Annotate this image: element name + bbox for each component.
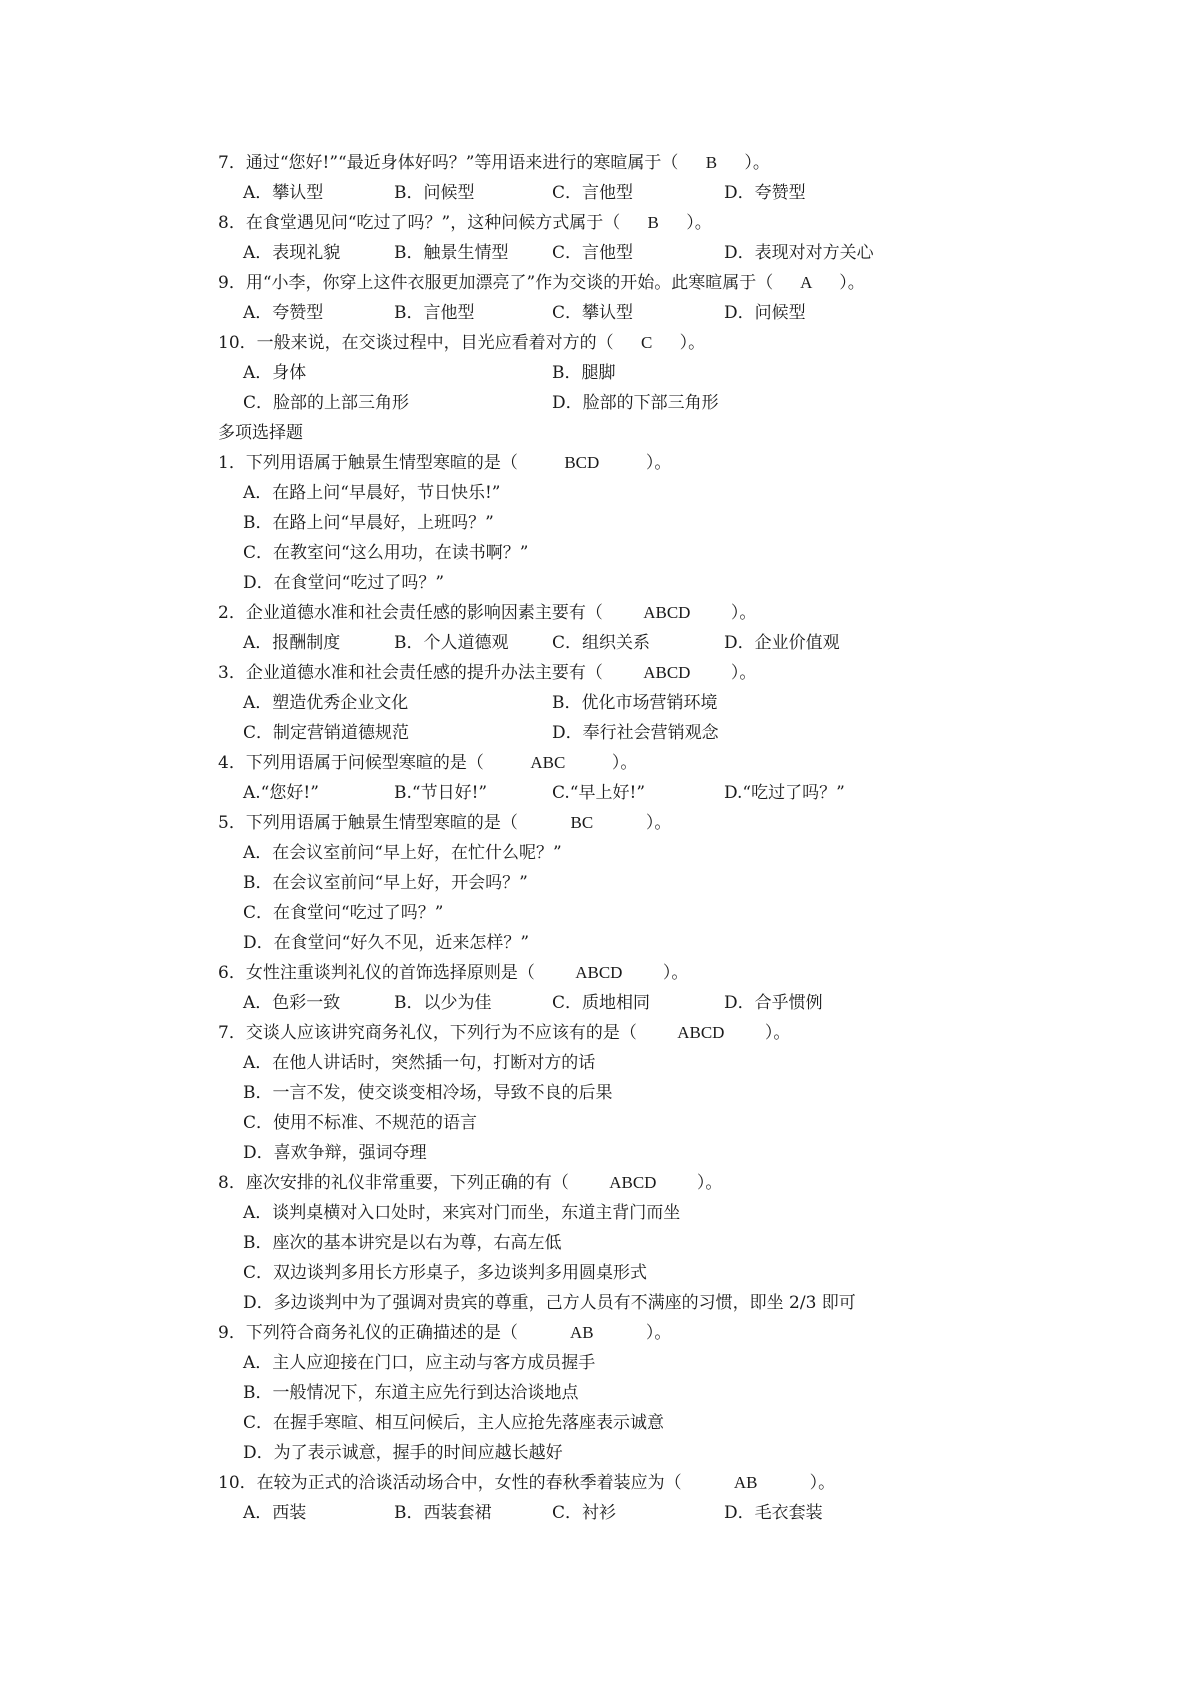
option-b: B.“节日好!” (394, 783, 488, 803)
option-a: A．身体 (243, 363, 307, 383)
option-d: D．为了表示诚意，握手的时间应越长越好 (243, 1443, 563, 1463)
question-single-10 (218, 328, 958, 418)
options-row (218, 988, 958, 1018)
question-close: ）。 (662, 963, 689, 983)
option-c: C．衬衫 (552, 1503, 617, 1523)
question-multi-9 (218, 1318, 958, 1468)
options-row (218, 628, 958, 658)
answer-text: C (640, 333, 653, 352)
question-close: ）。 (686, 213, 712, 233)
options-row (218, 358, 958, 388)
option-b: B．西装套裙 (394, 1503, 492, 1523)
question-stem (218, 658, 958, 688)
answer-text: A (800, 273, 813, 292)
question-text: 5．下列用语属于触景生情型寒暄的是（ (218, 813, 518, 833)
option-a: A．在他人讲话时，突然插一句，打断对方的话 (243, 1053, 596, 1073)
option-b: B．一般情况下，东道主应先行到达洽谈地点 (243, 1383, 579, 1403)
question-text: 10．在较为正式的洽谈活动场合中，女性的春秋季着装应为（ (218, 1473, 682, 1493)
option-d: D．企业价值观 (724, 633, 840, 653)
option-b: B．优化市场营销环境 (552, 693, 718, 713)
question-stem (218, 1168, 958, 1198)
option-c: C．在教室问“这么用功，在读书啊？” (243, 543, 529, 563)
option-d: D．喜欢争辩，强词夺理 (243, 1143, 427, 1163)
options-row (218, 388, 958, 418)
option-a: A．表现礼貌 (243, 243, 341, 263)
option-c: C．言他型 (552, 183, 634, 203)
option-c: C．在握手寒暄、相互问候后，主人应抢先落座表示诚意 (243, 1413, 665, 1433)
question-multi-3 (218, 658, 958, 748)
option-a: A．主人应迎接在门口，应主动与客方成员握手 (243, 1353, 596, 1373)
question-stem (218, 328, 958, 358)
option-b: B．以少为佳 (394, 993, 492, 1013)
question-multi-1 (218, 448, 958, 598)
answer-text: ABCD (643, 603, 691, 622)
question-multi-7 (218, 1018, 958, 1168)
option-c: C．质地相同 (552, 993, 651, 1013)
question-multi-10 (218, 1468, 958, 1528)
option-c: C.“早上好!” (552, 783, 646, 803)
question-text: 7．通过“您好!”“最近身体好吗？”等用语来进行的寒暄属于（ (218, 153, 679, 173)
question-text: 7．交谈人应该讲究商务礼仪，下列行为不应该有的是（ (218, 1023, 637, 1043)
options-row (218, 298, 958, 328)
question-text: 6．女性注重谈判礼仪的首饰选择原则是（ (218, 963, 535, 983)
option-b: B．问候型 (394, 183, 475, 203)
question-close: ）。 (679, 333, 706, 353)
option-d: D．脸部的下部三角形 (552, 393, 719, 413)
question-stem (218, 1018, 958, 1048)
question-close: ）。 (839, 273, 865, 293)
question-stem (218, 448, 958, 478)
option-b: B．一言不发，使交谈变相冷场，导致不良的后果 (243, 1083, 613, 1103)
question-text: 8．座次安排的礼仪非常重要，下列正确的有（ (218, 1173, 569, 1193)
question-close: ）。 (696, 1173, 723, 1193)
answer-text: BC (570, 813, 594, 832)
option-b: B．在路上问“早晨好，上班吗？” (243, 513, 494, 533)
option-c: C．组织关系 (552, 633, 651, 653)
question-close: ）。 (645, 453, 672, 473)
question-text: 8．在食堂遇见问“吃过了吗？”，这种问候方式属于（ (218, 213, 621, 233)
question-multi-5 (218, 808, 958, 958)
question-close: ）。 (744, 153, 770, 173)
question-text: 4．下列用语属于问候型寒暄的是（ (218, 753, 484, 773)
question-single-7 (218, 148, 958, 208)
option-c: C．使用不标准、不规范的语言 (243, 1113, 478, 1133)
answer-text: ABC (530, 753, 566, 772)
question-stem (218, 1468, 958, 1498)
option-d: D．问候型 (724, 303, 806, 323)
option-d: D．在食堂问“好久不见，近来怎样？” (243, 933, 530, 953)
option-a: A．攀认型 (243, 183, 324, 203)
options-row (218, 718, 958, 748)
options-row (218, 1498, 958, 1528)
question-stem (218, 148, 958, 178)
question-close: ）。 (764, 1023, 791, 1043)
question-close: ）。 (730, 603, 757, 623)
question-close: ）。 (645, 1323, 672, 1343)
answer-text: ABCD (575, 963, 623, 982)
options-row (218, 238, 958, 268)
question-single-8 (218, 208, 958, 268)
question-multi-8 (218, 1168, 958, 1318)
question-text: 9．下列符合商务礼仪的正确描述的是（ (218, 1323, 518, 1343)
answer-text: ABCD (643, 663, 691, 682)
answer-text: B (705, 153, 718, 172)
option-a: A．塑造优秀企业文化 (243, 693, 409, 713)
answer-text: ABCD (677, 1023, 725, 1042)
option-c: C．脸部的上部三角形 (243, 393, 410, 413)
option-a: A．在路上问“早晨好，节日快乐!” (243, 483, 501, 503)
question-text: 3．企业道德水准和社会责任感的提升办法主要有（ (218, 663, 603, 683)
question-multi-6 (218, 958, 958, 1018)
question-stem (218, 808, 958, 838)
option-c: C．双边谈判多用长方形桌子，多边谈判多用圆桌形式 (243, 1263, 648, 1283)
option-d: D．合乎惯例 (724, 993, 823, 1013)
answer-text: B (647, 213, 659, 232)
options-row (218, 778, 958, 808)
question-close: ）。 (809, 1473, 836, 1493)
option-d: D．奉行社会营销观念 (552, 723, 719, 743)
question-close: ）。 (730, 663, 757, 683)
option-b: B．个人道德观 (394, 633, 509, 653)
option-a: A.“您好!” (243, 783, 319, 803)
question-text: 10．一般来说，在交谈过程中，目光应看着对方的（ (218, 333, 614, 353)
option-a: A．色彩一致 (243, 993, 341, 1013)
option-d: D．表现对对方关心 (724, 243, 874, 263)
question-text: 9．用“小李，你穿上这件衣服更加漂亮了”作为交谈的开始。此寒暄属于（ (218, 273, 774, 293)
option-b: B．腿脚 (552, 363, 616, 383)
option-d: D．多边谈判中为了强调对贵宾的尊重，己方人员有不满座的习惯，即坐 2/3 即可 (243, 1293, 856, 1313)
question-list (218, 148, 958, 1528)
option-a: A．报酬制度 (243, 633, 341, 653)
options-row (218, 688, 958, 718)
question-close: ）。 (611, 753, 638, 773)
option-b: B．座次的基本讲究是以右为尊，右高左低 (243, 1233, 562, 1253)
option-a: A．谈判桌横对入口处时，来宾对门而坐，东道主背门而坐 (243, 1203, 681, 1223)
option-b: B．触景生情型 (394, 243, 509, 263)
question-stem (218, 1318, 958, 1348)
option-a: A．西装 (243, 1503, 307, 1523)
answer-text: AB (733, 1473, 758, 1492)
option-c: C．制定营销道德规范 (243, 723, 410, 743)
question-stem (218, 598, 958, 628)
options-row (218, 178, 958, 208)
answer-text: AB (570, 1323, 594, 1342)
section-title: 多项选择题 (218, 423, 303, 443)
option-b: B．在会议室前问“早上好，开会吗？” (243, 873, 528, 893)
question-single-9 (218, 268, 958, 328)
option-d: D．在食堂问“吃过了吗？” (243, 573, 445, 593)
option-d: D.“吃过了吗？” (724, 783, 845, 803)
question-text: 2．企业道德水准和社会责任感的影响因素主要有（ (218, 603, 603, 623)
question-multi-4 (218, 748, 958, 808)
option-b: B．言他型 (394, 303, 475, 323)
question-multi-2 (218, 598, 958, 658)
question-stem (218, 748, 958, 778)
answer-text: ABCD (609, 1173, 657, 1192)
question-stem (218, 208, 958, 238)
question-text: 1．下列用语属于触景生情型寒暄的是（ (218, 453, 518, 473)
option-a: A．在会议室前问“早上好，在忙什么呢？” (243, 843, 562, 863)
option-a: A．夸赞型 (243, 303, 324, 323)
option-c: C．攀认型 (552, 303, 634, 323)
option-d: D．夸赞型 (724, 183, 806, 203)
question-stem (218, 268, 958, 298)
answer-text: BCD (564, 453, 600, 472)
option-c: C．在食堂问“吃过了吗？” (243, 903, 444, 923)
option-c: C．言他型 (552, 243, 634, 263)
option-d: D．毛衣套装 (724, 1503, 823, 1523)
question-close: ）。 (645, 813, 672, 833)
question-stem (218, 958, 958, 988)
